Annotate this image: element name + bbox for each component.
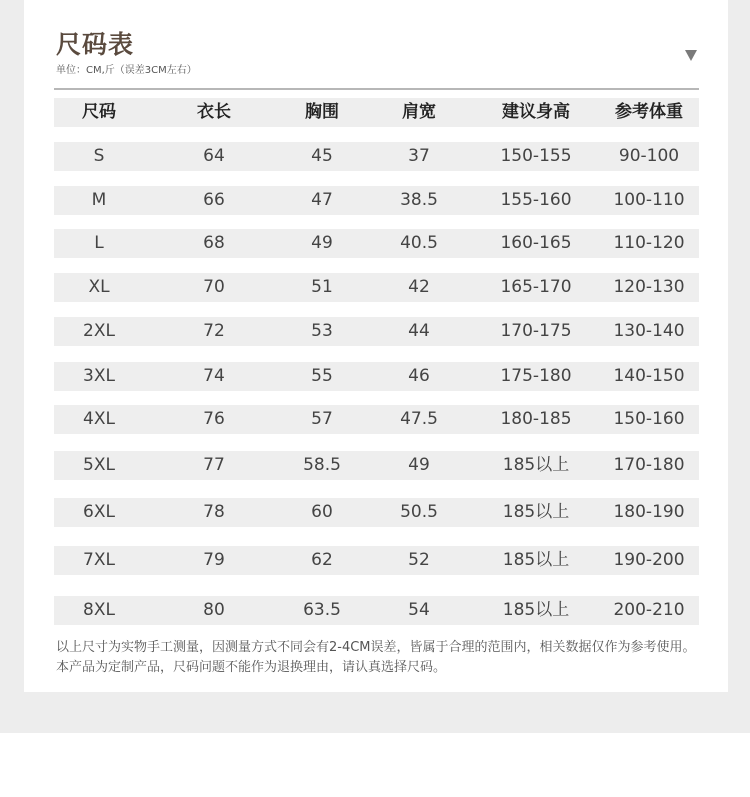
weight-cell: 180-190 — [613, 502, 685, 522]
table-row — [54, 362, 699, 391]
length-cell: 64 — [203, 146, 225, 166]
unit-note: 单位：CM,斤（误差3CM左右） — [56, 65, 197, 76]
chest-cell: 57 — [311, 409, 333, 429]
height-cell: 165-170 — [500, 277, 572, 297]
height-cell: 175-180 — [500, 366, 572, 386]
length-cell: 77 — [203, 455, 225, 475]
height-cell: 150-155 — [500, 146, 572, 166]
header-cell: 胸围 — [305, 102, 339, 122]
length-cell: 79 — [203, 550, 225, 570]
chest-cell: 53 — [311, 321, 333, 341]
height-cell: 180-185 — [500, 409, 572, 429]
shoulder-cell: 46 — [408, 366, 430, 386]
shoulder-cell: 47.5 — [400, 409, 438, 429]
weight-cell: 120-130 — [613, 277, 685, 297]
weight-cell: 110-120 — [613, 233, 685, 253]
size-cell: 4XL — [83, 409, 115, 429]
table-row — [54, 596, 699, 625]
chest-cell: 49 — [311, 233, 333, 253]
size-cell: 8XL — [83, 600, 115, 620]
size-cell: 7XL — [83, 550, 115, 570]
chest-cell: 51 — [311, 277, 333, 297]
shoulder-cell: 50.5 — [400, 502, 438, 522]
weight-cell: 170-180 — [613, 455, 685, 475]
shoulder-cell: 49 — [408, 455, 430, 475]
table-row — [54, 186, 699, 215]
chest-cell: 63.5 — [303, 600, 341, 620]
height-cell: 185以上 — [502, 600, 570, 620]
shoulder-cell: 54 — [408, 600, 430, 620]
header-cell: 建议身高 — [502, 102, 570, 122]
table-row — [54, 546, 699, 575]
shoulder-cell: 52 — [408, 550, 430, 570]
table-header — [54, 98, 699, 127]
shoulder-cell: 40.5 — [400, 233, 438, 253]
triangle-down-icon[interactable] — [685, 50, 697, 61]
chest-cell: 45 — [311, 146, 333, 166]
length-cell: 76 — [203, 409, 225, 429]
weight-cell: 150-160 — [613, 409, 685, 429]
shoulder-cell: 42 — [408, 277, 430, 297]
size-cell: 6XL — [83, 502, 115, 522]
weight-cell: 100-110 — [613, 190, 685, 210]
chest-cell: 62 — [311, 550, 333, 570]
height-cell: 185以上 — [502, 550, 570, 570]
size-cell: M — [91, 190, 107, 210]
table-row — [54, 142, 699, 171]
chest-cell: 47 — [311, 190, 333, 210]
height-cell: 160-165 — [500, 233, 572, 253]
weight-cell: 130-140 — [613, 321, 685, 341]
size-cell: 2XL — [83, 321, 115, 341]
length-cell: 66 — [203, 190, 225, 210]
size-cell: 5XL — [83, 455, 115, 475]
size-cell: S — [93, 146, 105, 166]
table-row — [54, 498, 699, 527]
weight-cell: 190-200 — [613, 550, 685, 570]
weight-cell: 200-210 — [613, 600, 685, 620]
header-cell: 衣长 — [197, 102, 231, 122]
weight-cell: 140-150 — [613, 366, 685, 386]
height-cell: 155-160 — [500, 190, 572, 210]
size-cell: 3XL — [83, 366, 115, 386]
size-chart-card — [24, 0, 728, 692]
chest-cell: 58.5 — [303, 455, 341, 475]
measurement-footnote: 以上尺寸为实物手工测量，因测量方式不同会有2-4CM误差，皆属于合理的范围内，相关数据仅作为参考使用。本产品为定制产品，尺码问题不能作为退换理由，请认真选择尺码。 — [56, 640, 696, 675]
chest-cell: 60 — [311, 502, 333, 522]
shoulder-cell: 38.5 — [400, 190, 438, 210]
header-cell: 参考体重 — [615, 102, 683, 122]
size-cell: L — [94, 233, 104, 253]
header-cell: 尺码 — [82, 102, 116, 122]
page-title: 尺码表 — [56, 30, 135, 59]
height-cell: 185以上 — [502, 502, 570, 522]
size-cell: XL — [88, 277, 110, 297]
height-cell: 185以上 — [502, 455, 570, 475]
table-row — [54, 273, 699, 302]
length-cell: 74 — [203, 366, 225, 386]
length-cell: 78 — [203, 502, 225, 522]
length-cell: 72 — [203, 321, 225, 341]
table-row — [54, 451, 699, 480]
shoulder-cell: 37 — [408, 146, 430, 166]
length-cell: 80 — [203, 600, 225, 620]
divider — [54, 88, 699, 90]
header-cell: 肩宽 — [402, 102, 436, 122]
length-cell: 70 — [203, 277, 225, 297]
table-row — [54, 405, 699, 434]
table-row — [54, 317, 699, 346]
table-row — [54, 229, 699, 258]
height-cell: 170-175 — [500, 321, 572, 341]
weight-cell: 90-100 — [618, 146, 680, 166]
chest-cell: 55 — [311, 366, 333, 386]
shoulder-cell: 44 — [408, 321, 430, 341]
length-cell: 68 — [203, 233, 225, 253]
